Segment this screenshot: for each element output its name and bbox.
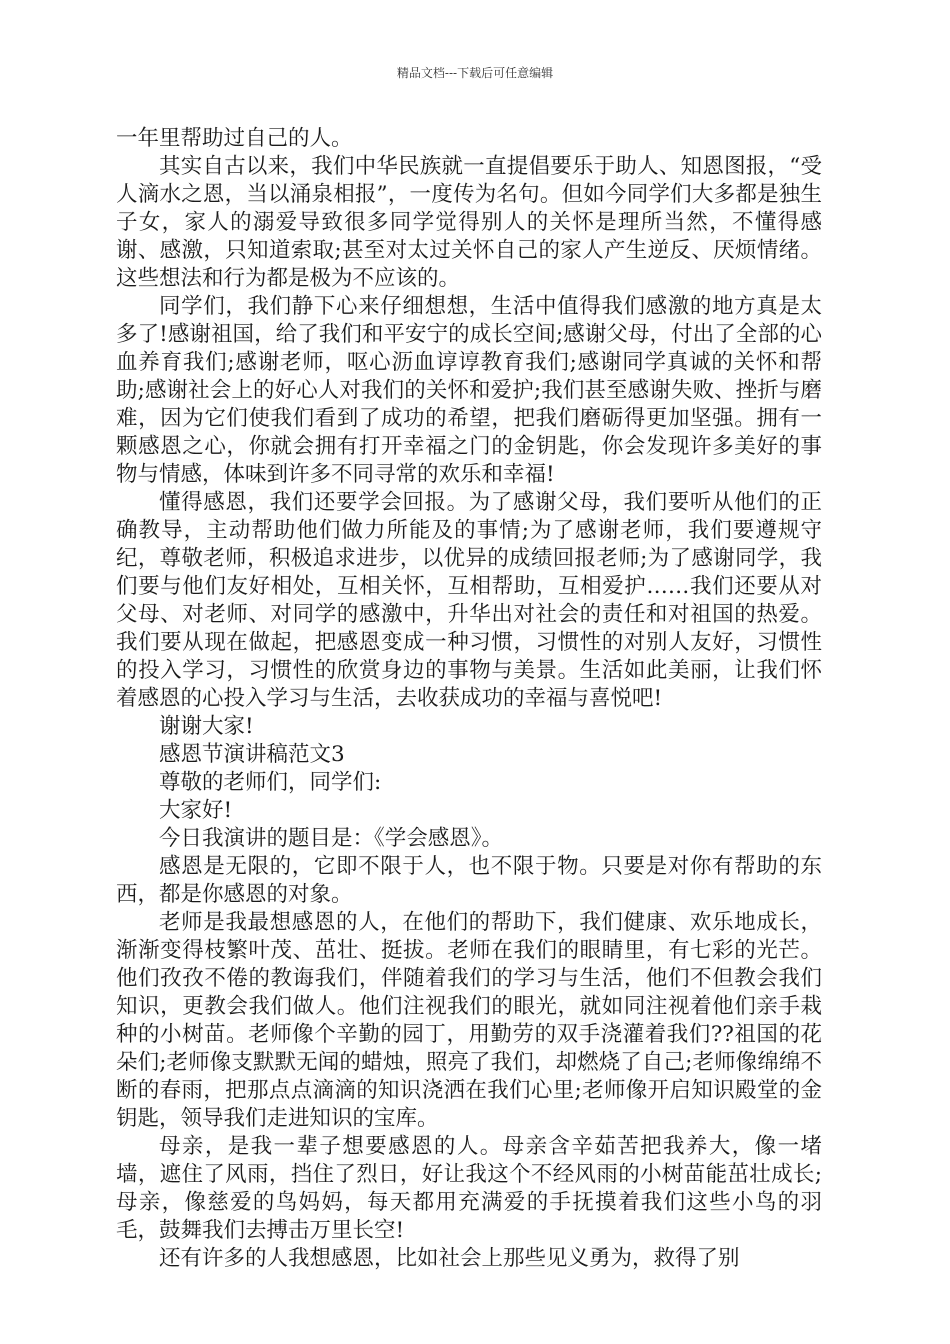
paragraph: 感恩是无限的，它即不限于人，也不限于物。只要是对你有帮助的东西，都是你感恩的对象。 bbox=[116, 854, 822, 907]
paragraph: 同学们，我们静下心来仔细想想，生活中值得我们感激的地方真是太多了!感谢祖国，给了我们和平安宁的成长空间;感谢父母，付出了全部的心血养育我们;感谢老师，呕心沥血谆谆教育我们;感谢同学真诚的关怀和帮助;感谢社会上的好心人对我们的关怀和爱护;我们甚至感谢失败、挫折与磨难，因为它们使我们看到了成功的希望，把我们磨砺得更加坚强。拥有一颗感恩之心，你就会拥有打开幸福之门的金钥匙，你会发现许多美好的事物与情感，体味到许多不同寻常的欢乐和幸福! bbox=[116, 294, 822, 487]
paragraph: 老师是我最想感恩的人，在他们的帮助下，我们健康、欢乐地成长，渐渐变得枝繁叶茂、茁壮、挺拔。老师在我们的眼睛里，有七彩的光芒。他们孜孜不倦的教诲我们，伴随着我们的学习与生活，他们不但教会我们知识，更教会我们做人。他们注视我们的眼光，就如同注视着他们亲手栽种的小树苗。老师像个辛勤的园丁，用勤劳的双手浇灌着我们??祖国的花朵们;老师像支默默无闻的蜡烛，照亮了我们，却燃烧了自己;老师像绵绵不断的春雨，把那点点滴滴的知识浇洒在我们心里;老师像开启知识殿堂的金钥匙，领导我们走进知识的宝库。 bbox=[116, 910, 822, 1131]
paragraph: 懂得感恩，我们还要学会回报。为了感谢父母，我们要听从他们的正确教导，主动帮助他们做力所能及的事情;为了感谢老师，我们要遵规守纪，尊敬老师，积极追求进步，以优异的成绩回报老师;为了感谢同学，我们要与他们友好相处，互相关怀，互相帮助，互相爱护……我们还要从对父母、对老师、对同学的感激中，升华出对社会的责任和对祖国的热爱。我们要从现在做起，把感恩变成一种习惯，习惯性的对别人友好，习惯性的投入学习，习惯性的欣赏身边的事物与美景。生活如此美丽，让我们怀着感恩的心投入学习与生活，去收获成功的幸福与喜悦吧! bbox=[116, 490, 822, 711]
paragraph: 谢谢大家! bbox=[159, 714, 254, 739]
document-body bbox=[116, 125, 822, 1273]
paragraph: 还有许多的人我想感恩，比如社会上那些见义勇为，救得了别 bbox=[159, 1246, 740, 1271]
paragraph: 尊敬的老师们，同学们: bbox=[159, 770, 382, 795]
paragraph: 大家好! bbox=[159, 798, 233, 823]
page-header: 精品文档---下载后可任意编辑 bbox=[396, 66, 554, 80]
paragraph: 感恩节演讲稿范文3 bbox=[159, 742, 345, 767]
paragraph: 其实自古以来，我们中华民族就一直提倡要乐于助人、知恩图报，“受人滴水之恩，当以涌泉相报”，一度传为名句。但如今同学们大多都是独生子女，家人的溺爱导致很多同学觉得别人的关怀是理所当然，不懂得感谢、感激，只知道索取;甚至对太过关怀自己的家人产生逆反、厌烦情绪。这些想法和行为都是极为不应该的。 bbox=[116, 154, 822, 291]
paragraph: 一年里帮助过自己的人。 bbox=[116, 126, 353, 151]
paragraph: 母亲，是我一辈子想要感恩的人。母亲含辛茹苦把我养大，像一堵墙，遮住了风雨，挡住了烈日，好让我这个不经风雨的小树苗能茁壮成长;母亲，像慈爱的鸟妈妈，每天都用充满爱的手抚摸着我们这些小鸟的羽毛，鼓舞我们去搏击万里长空! bbox=[116, 1134, 822, 1243]
paragraph: 今日我演讲的题目是：《学会感恩》。 bbox=[159, 826, 504, 851]
